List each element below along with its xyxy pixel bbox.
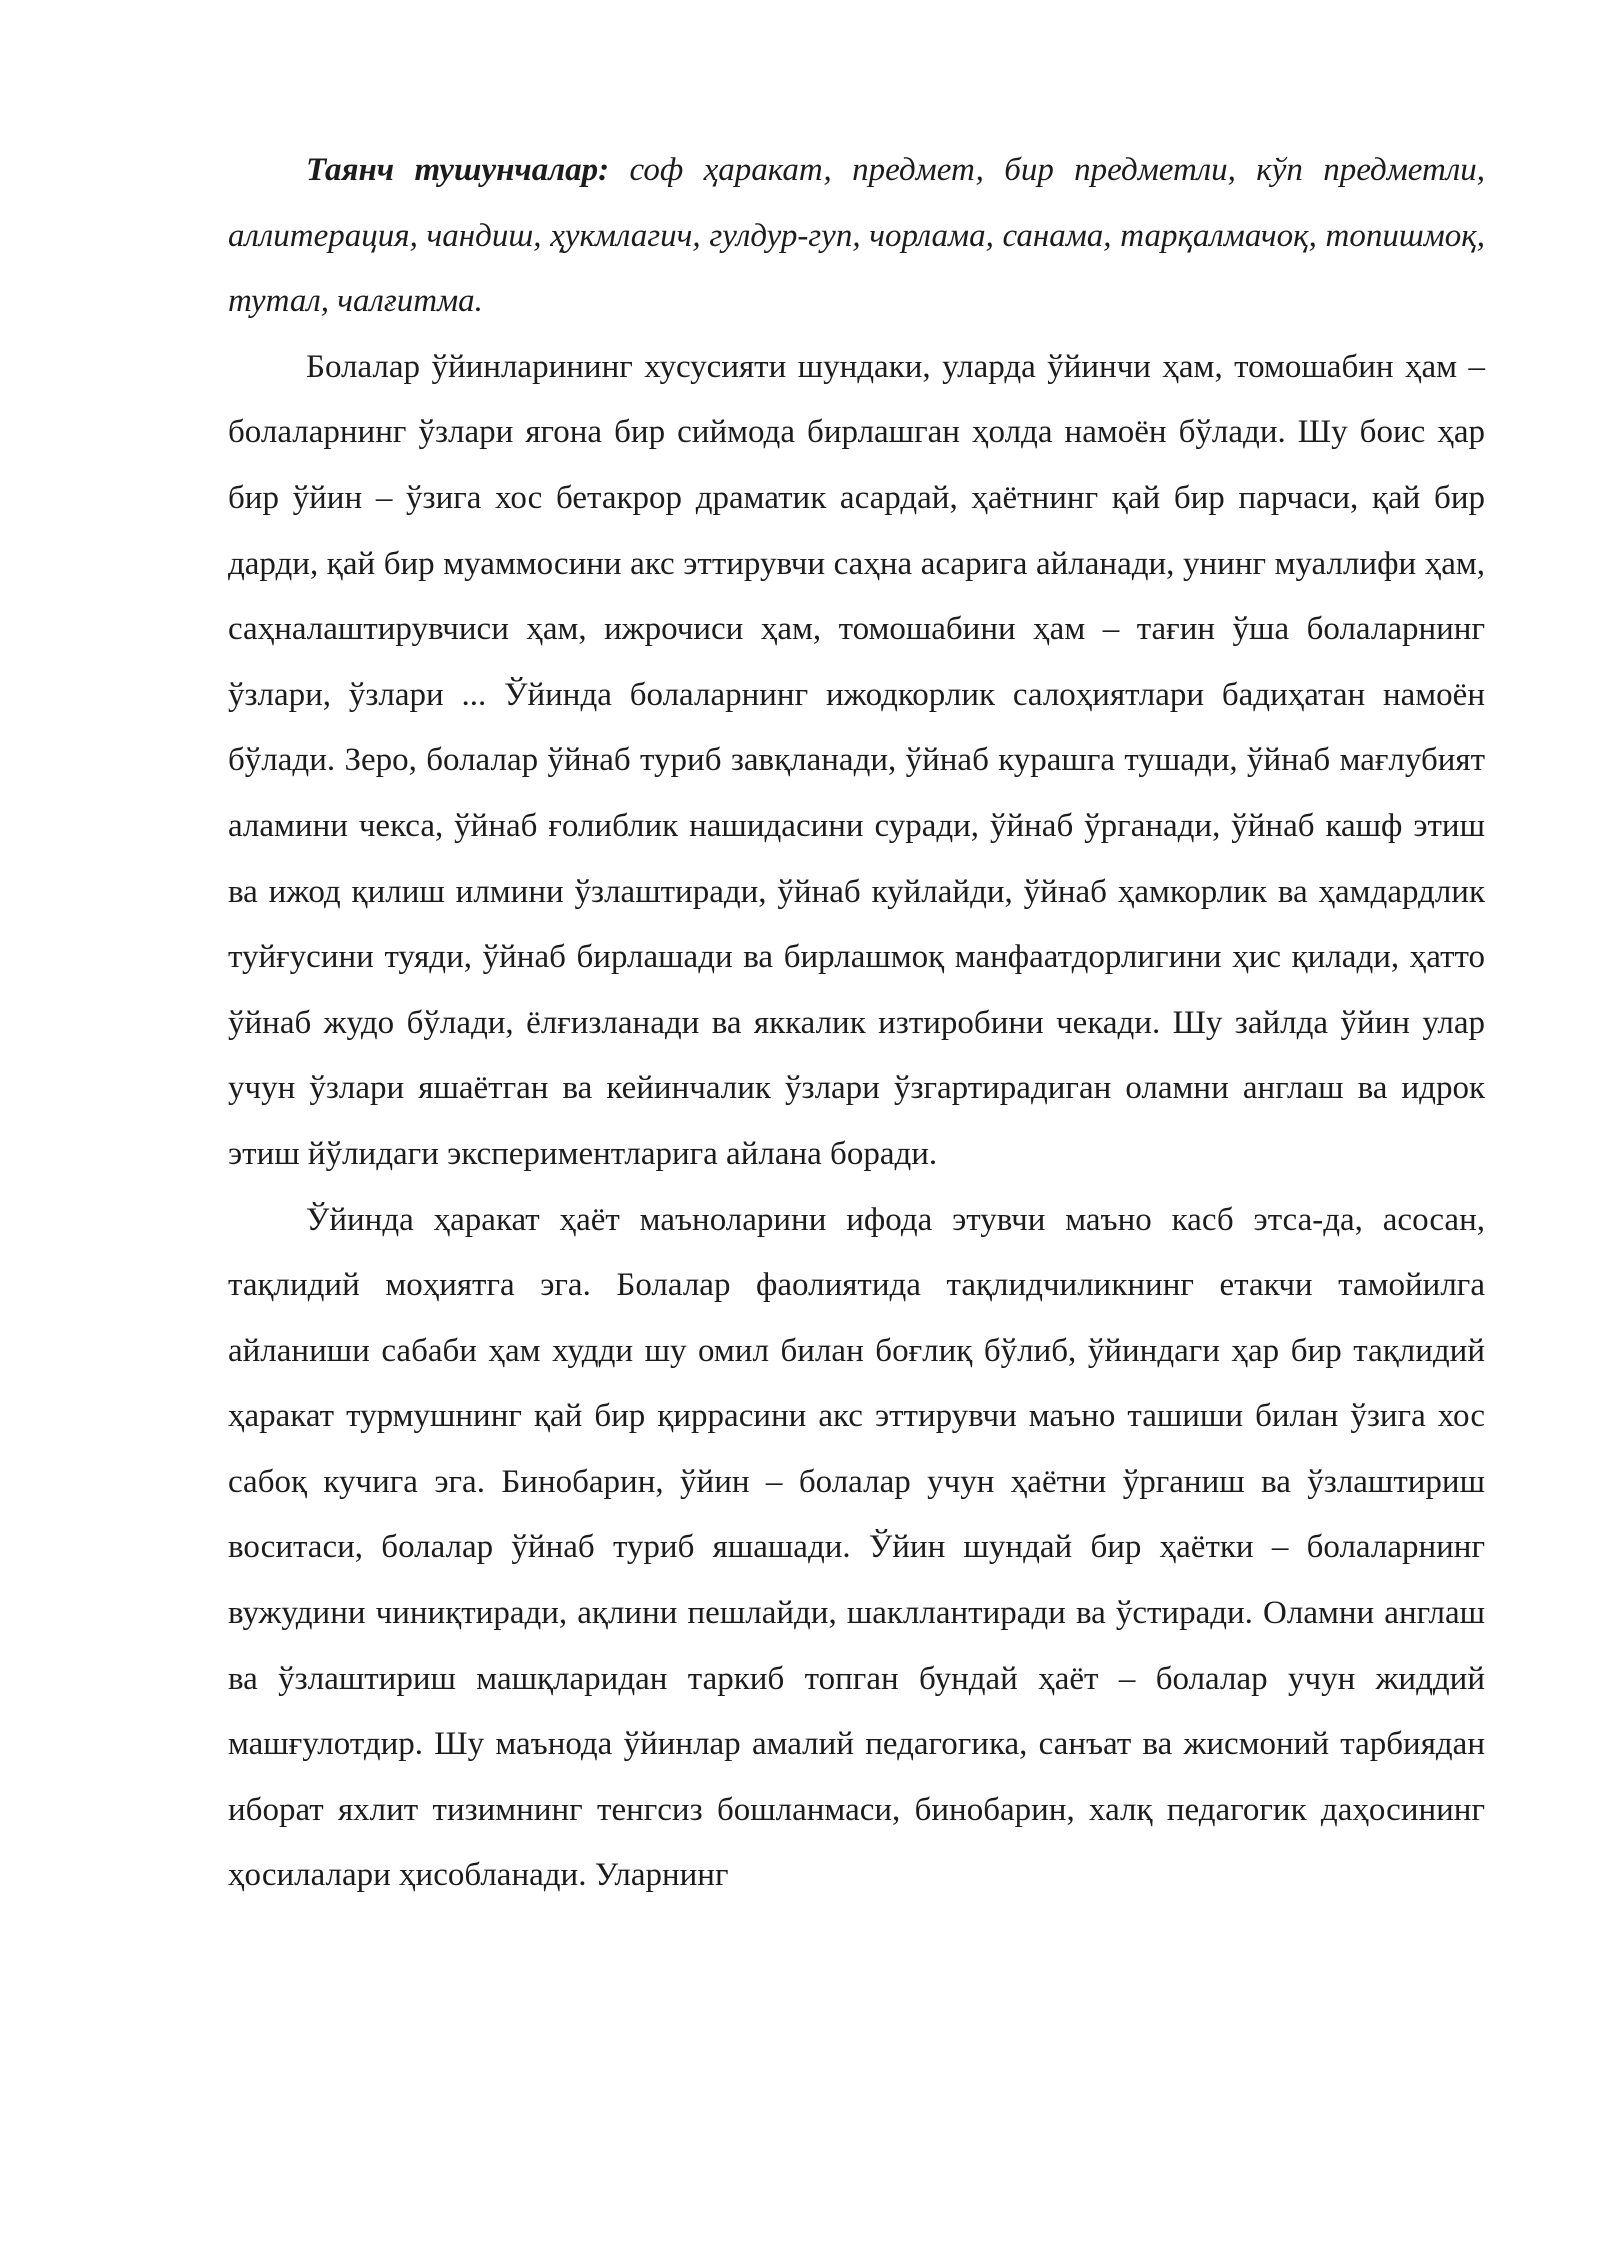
key-terms-paragraph: [228, 138, 1485, 335]
key-terms-text: соф ҳаракат, предмет, бир предметли, кўп предметли, аллитерация, чандиш, ҳукмлагич, гулдур-гуп, чорлама, санама, тарқалмачоқ, топишмоқ, тутал, чалғитма.: [228, 152, 1485, 320]
body-paragraph-2: Ўйинда ҳаракат ҳаёт маъноларини ифода этувчи маъно касб этса-да, асосан, тақлидий моҳиятга эга. Болалар фаолиятида тақлидчиликнинг етакчи тамойилга айланиши сабаби ҳам худди шу омил билан боғлиқ бўлиб, ўйиндаги ҳар бир тақлидий ҳаракат турмушнинг қай бир қиррасини акс эттирувчи маъно ташиши билан ўзига хос сабоқ кучига эга. Бинобарин, ўйин – болалар учун ҳаётни ўрганиш ва ўзлаштириш воситаси, болалар ўйнаб туриб яшашади. Ўйин шундай бир ҳаётки – болаларнинг вужудини чиниқтиради, ақлини пешлайди, шакллантиради ва ўстиради. Оламни англаш ва ўзлаштириш машқларидан таркиб топган бундай ҳаёт – болалар учун жиддий машғулотдир. Шу маънода ўйинлар амалий педагогика, санъат ва жисмоний тарбиядан иборат яхлит тизимнинг тенгсиз бошланмаси, бинобарин, халқ педагогик даҳосининг ҳосилалари ҳисобланади. Уларнинг: [228, 1201, 1485, 1894]
document-body: [228, 138, 1485, 1909]
body-paragraph-1: Болалар ўйинларининг хусусияти шундаки, уларда ўйинчи ҳам, томошабин ҳам – болаларнинг ўзлари ягона бир сиймода бирлашган ҳолда намоён бўлади. Шу боис ҳар бир ўйин – ўзига хос бетакрор драматик асардай, ҳаётнинг қай бир парчаси, қай бир дарди, қай бир муаммосини акс эттирувчи саҳна асарига айланади, унинг муаллифи ҳам, саҳналаштирувчиси ҳам, ижрочиси ҳам, томошабини ҳам – тағин ўша болаларнинг ўзлари, ўзлари ... Ўйинда болаларнинг ижодкорлик салоҳиятлари бадиҳатан намоён бўлади. Зеро, болалар ўйнаб туриб завқланади, ўйнаб курашга тушади, ўйнаб мағлубият аламини чекса, ўйнаб ғолиблик нашидасини суради, ўйнаб ўрганади, ўйнаб кашф этиш ва ижод қилиш илмини ўзлаштиради, ўйнаб куйлайди, ўйнаб ҳамкорлик ва ҳамдардлик туйғусини туяди, ўйнаб бирлашади ва бирлашмоқ манфаатдорлигини ҳис қилади, ҳатто ўйнаб жудо бўлади, ёлғизланади ва яккалик изтиробини чекади. Шу зайлда ўйин улар учун ўзлари яшаётган ва кейинчалик ўзлари ўзгартирадиган оламни англаш ва идрок этиш йўлидаги экспериментларига айлана боради.: [228, 348, 1485, 1172]
key-terms-label: Таянч тушунчалар:: [306, 152, 610, 188]
